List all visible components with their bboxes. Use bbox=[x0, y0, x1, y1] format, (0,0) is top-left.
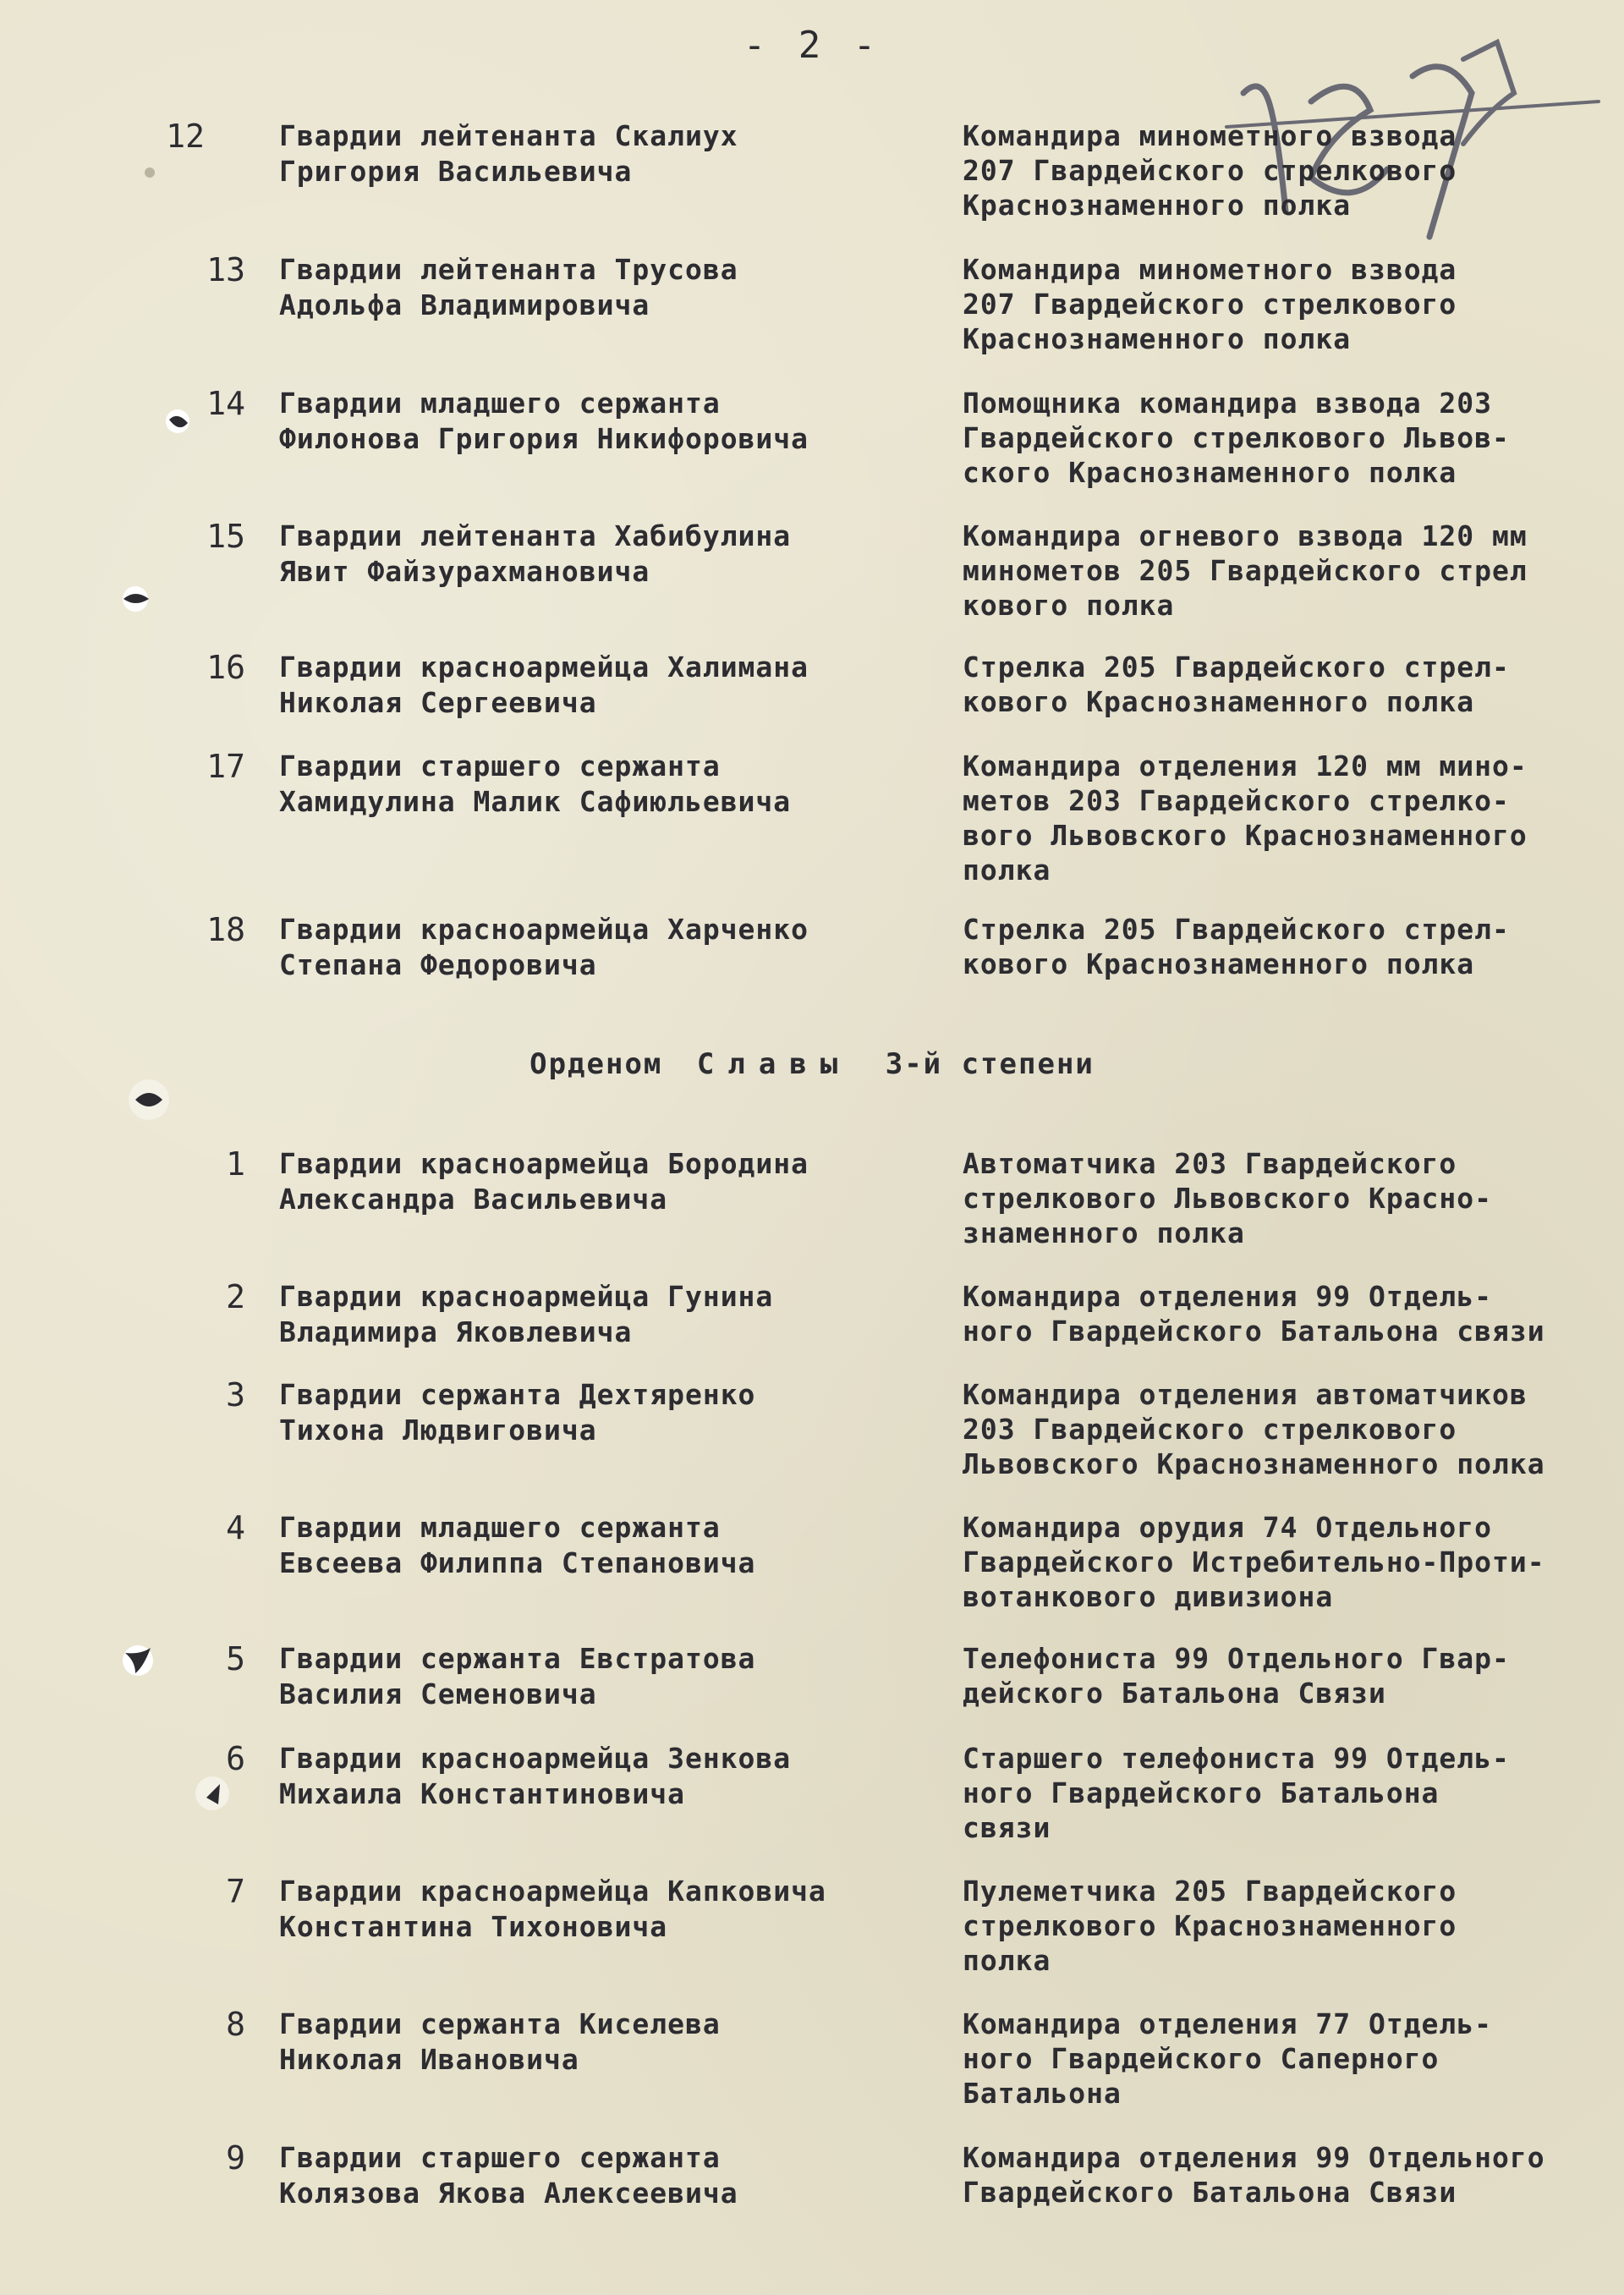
entry-number: 5 bbox=[226, 1640, 245, 1677]
entry-number: 7 bbox=[226, 1873, 245, 1910]
entry-number: 18 bbox=[206, 911, 245, 948]
entry-name: Гвардии младшего сержанта Евсеева Филиппа Степановича bbox=[279, 1511, 756, 1579]
list-item bbox=[0, 518, 1624, 622]
punch-hole bbox=[191, 1772, 233, 1815]
list-item bbox=[0, 1640, 1624, 1710]
list-item bbox=[0, 911, 1624, 981]
entry-name: Гвардии красноармейца Халимана Николая Сергеевича bbox=[279, 651, 809, 719]
list-item bbox=[0, 251, 1624, 355]
entry-role: Стрелка 205 Гвардейского стрел- кового Краснознаменного полка bbox=[963, 651, 1510, 718]
list-item bbox=[0, 1278, 1624, 1348]
list-item bbox=[0, 649, 1624, 719]
punch-hole bbox=[123, 1074, 174, 1125]
entry-number: 17 bbox=[206, 748, 245, 785]
entry-name: Гвардии красноармейца Бородина Александра Васильевича bbox=[279, 1147, 809, 1216]
entry-name: Гвардии лейтенанта Скалиух Григория Васильевича bbox=[279, 119, 738, 188]
entry-role: Командира отделения 99 Отдель- ного Гвардейского Батальона связи bbox=[963, 1280, 1545, 1348]
entry-name: Гвардии старшего сержанта Колязова Якова Алексеевича bbox=[279, 2141, 738, 2210]
entry-name: Гвардии сержанта Дехтяренко Тихона Людвиговича bbox=[279, 1378, 756, 1447]
list-item bbox=[0, 748, 1624, 887]
entry-role: Телефониста 99 Отдельного Гвар- дейского Батальона Связи bbox=[963, 1642, 1510, 1710]
entry-name: Гвардии красноармейца Капковича Константина Тихоновича bbox=[279, 1875, 826, 1943]
entry-role: Автоматчика 203 Гвардейского стрелкового Львовского Красно- знаменного полка bbox=[963, 1147, 1493, 1249]
entry-number: 6 bbox=[226, 1740, 245, 1777]
entry-name: Гвардии лейтенанта Хабибулина Явит Файзурахмановича bbox=[279, 519, 792, 588]
entry-role: Старшего телефониста 99 Отдель- ного Гвардейского Батальона связи bbox=[963, 1742, 1510, 1844]
entry-number: 4 bbox=[226, 1509, 245, 1546]
list-item bbox=[0, 2006, 1624, 2110]
list-item bbox=[0, 1873, 1624, 1977]
entry-name: Гвардии сержанта Киселева Николая Ивановича bbox=[279, 2007, 721, 2076]
section-heading-part1: Орденом bbox=[529, 1047, 663, 1081]
entry-name: Гвардии красноармейца Гунина Владимира Яковлевича bbox=[279, 1280, 774, 1348]
entry-role: Помощника командира взвода 203 Гвардейского стрелкового Львов- ского Краснознаменного полка bbox=[963, 387, 1510, 489]
punch-hole bbox=[118, 582, 152, 616]
punch-hole bbox=[142, 165, 157, 180]
entry-role: Командира отделения 120 мм мино- метов 203 Гвардейского стрелко- вого Львовского Краснознаменного полка bbox=[963, 749, 1528, 887]
entry-number: 16 bbox=[206, 649, 245, 686]
section-heading-part2: Славы bbox=[696, 1047, 852, 1081]
entry-role: Командира отделения 77 Отдель- ного Гвардейского Саперного Батальона bbox=[963, 2007, 1493, 2110]
list-item bbox=[0, 385, 1624, 489]
entry-name: Гвардии старшего сержанта Хамидулина Малик Сафиюльевича bbox=[279, 749, 792, 818]
entry-role: Командира минометного взвода 207 Гвардейского стрелкового Краснознаменного полка bbox=[963, 119, 1457, 222]
entry-name: Гвардии сержанта Евстратова Василия Семеновича bbox=[279, 1642, 756, 1710]
entry-number: 12 bbox=[166, 118, 205, 155]
entry-role: Командира огневого взвода 120 мм минометов 205 Гвардейского стрел кового полка bbox=[963, 519, 1528, 622]
list-item bbox=[0, 1740, 1624, 1844]
entry-role: Пулеметчика 205 Гвардейского стрелкового Краснознаменного полка bbox=[963, 1875, 1457, 1977]
section-heading bbox=[0, 1047, 1624, 1081]
entry-role: Командира минометного взвода 207 Гвардейского стрелкового Краснознаменного полка bbox=[963, 253, 1457, 355]
list-item bbox=[0, 1376, 1624, 1480]
list-item bbox=[0, 118, 1624, 222]
entry-name: Гвардии красноармейца Зенкова Михаила Константиновича bbox=[279, 1742, 792, 1810]
entry-name: Гвардии младшего сержанта Филонова Григория Никифоровича bbox=[279, 387, 809, 455]
entry-role: Командира отделения автоматчиков 203 Гвардейского стрелкового Львовского Краснознаменного полка bbox=[963, 1378, 1545, 1480]
list-item bbox=[0, 1145, 1624, 1249]
entry-role: Командира отделения 99 Отдельного Гвардейского Батальона Связи bbox=[963, 2141, 1545, 2209]
section-heading-part3: 3-й степени bbox=[885, 1047, 1095, 1081]
list-item bbox=[0, 1509, 1624, 1613]
entry-number: 15 bbox=[206, 518, 245, 555]
entry-number: 14 bbox=[206, 385, 245, 422]
entry-number: 8 bbox=[226, 2006, 245, 2043]
entry-number: 2 bbox=[226, 1278, 245, 1315]
entry-name: Гвардии красноармейца Харченко Степана Федоровича bbox=[279, 913, 809, 981]
page-number: - 2 - bbox=[743, 24, 881, 67]
entry-role: Стрелка 205 Гвардейского стрел- кового Краснознаменного полка bbox=[963, 913, 1510, 980]
entry-role: Командира орудия 74 Отдельного Гвардейского Истребительно-Проти- вотанкового дивизиона bbox=[963, 1511, 1545, 1613]
entry-name: Гвардии лейтенанта Трусова Адольфа Владимировича bbox=[279, 253, 738, 321]
entry-number: 1 bbox=[226, 1145, 245, 1183]
entry-number: 9 bbox=[226, 2139, 245, 2177]
entry-number: 3 bbox=[226, 1376, 245, 1414]
entry-number: 13 bbox=[206, 251, 245, 288]
list-item bbox=[0, 2139, 1624, 2210]
